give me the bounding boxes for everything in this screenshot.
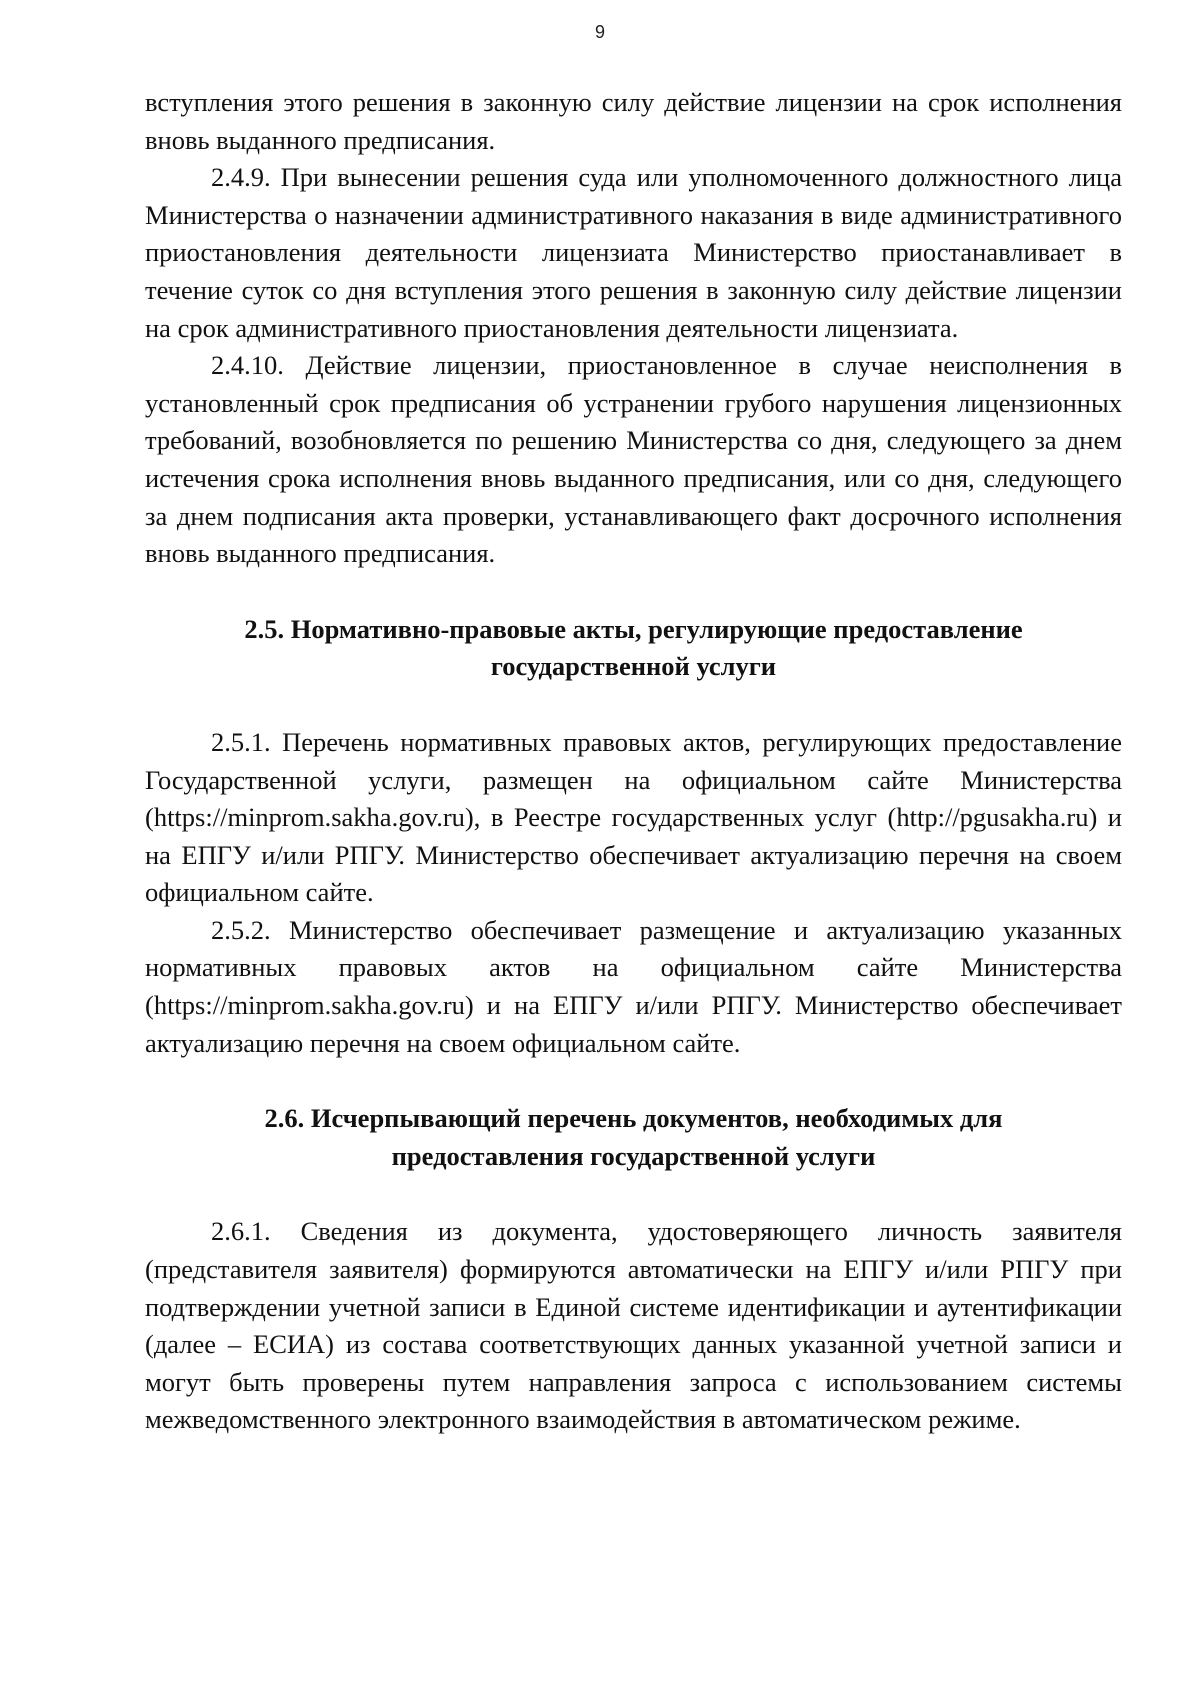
paragraph-continuation: вступления этого решения в законную силу действие лицензии на срок исполнения вновь выданного предписания. — [145, 87, 1122, 155]
paragraph-2-6-1: 2.6.1. Сведения из документа, удостоверяющего личность заявителя (представителя заявителя) формируются автоматически на ЕПГУ и/или РПГУ при подтверждении учетной записи в Единой системе идентификации и аутентификации (далее – ЕСИА) из состава соответствующих данных указанной учетной записи и могут быть проверены путем направления запроса с использованием системы межведомственного электронного взаимодействия в автоматическом режиме. — [145, 1216, 1122, 1435]
paragraph-2-5-2: 2.5.2. Министерство обеспечивает размещение и актуализацию указанных нормативных правовых актов на официальном сайте Министерства (https://minprom.sakha.gov.ru) и на ЕПГУ и/или РПГУ. Министерство обеспечивает актуализацию перечня на своем официальном сайте. — [145, 914, 1122, 1058]
heading-line: 2.5. Нормативно-правовые акты, регулирующие предоставление — [244, 613, 1023, 644]
paragraph-2-4-9: 2.4.9. При вынесении решения суда или уполномоченного должностного лица Министерства о назначении административного наказания в виде административного приостановления деятельности лицензиата Министерство приостанавливает в течение суток со дня вступления этого решения в законную силу действие лицензии на срок административного приостановления деятельности лицензиата. — [145, 162, 1122, 343]
document-body — [145, 84, 1122, 1439]
page-number: 9 — [594, 22, 605, 42]
heading-line: предоставления государственной услуги — [391, 1140, 876, 1171]
section-heading-2-6 — [145, 1100, 1122, 1175]
heading-line: государственной услуги — [490, 651, 777, 682]
heading-line: 2.6. Исчерпывающий перечень документов, необходимых для — [264, 1103, 1003, 1134]
section-heading-2-5 — [145, 611, 1122, 686]
paragraph-2-5-1: 2.5.1. Перечень нормативных правовых актов, регулирующих предоставление Государственной услуги, размещен на официальном сайте Министерства (https://minprom.sakha.gov.ru), в Реестре государственных услуг (http://pgusakha.ru) и на ЕПГУ и/или РПГУ. Министерство обеспечивает актуализацию перечня на своем официальном сайте. — [145, 726, 1122, 908]
paragraph-2-4-10: 2.4.10. Действие лицензии, приостановленное в случае неисполнения в установленный срок предписания об устранении грубого нарушения лицензионных требований, возобновляется по решению Министерства со дня, следующего за днем истечения срока исполнения вновь выданного предписания, или со дня, следующего за днем подписания акта проверки, устанавливающего факт досрочного исполнения вновь выданного предписания. — [145, 350, 1122, 569]
